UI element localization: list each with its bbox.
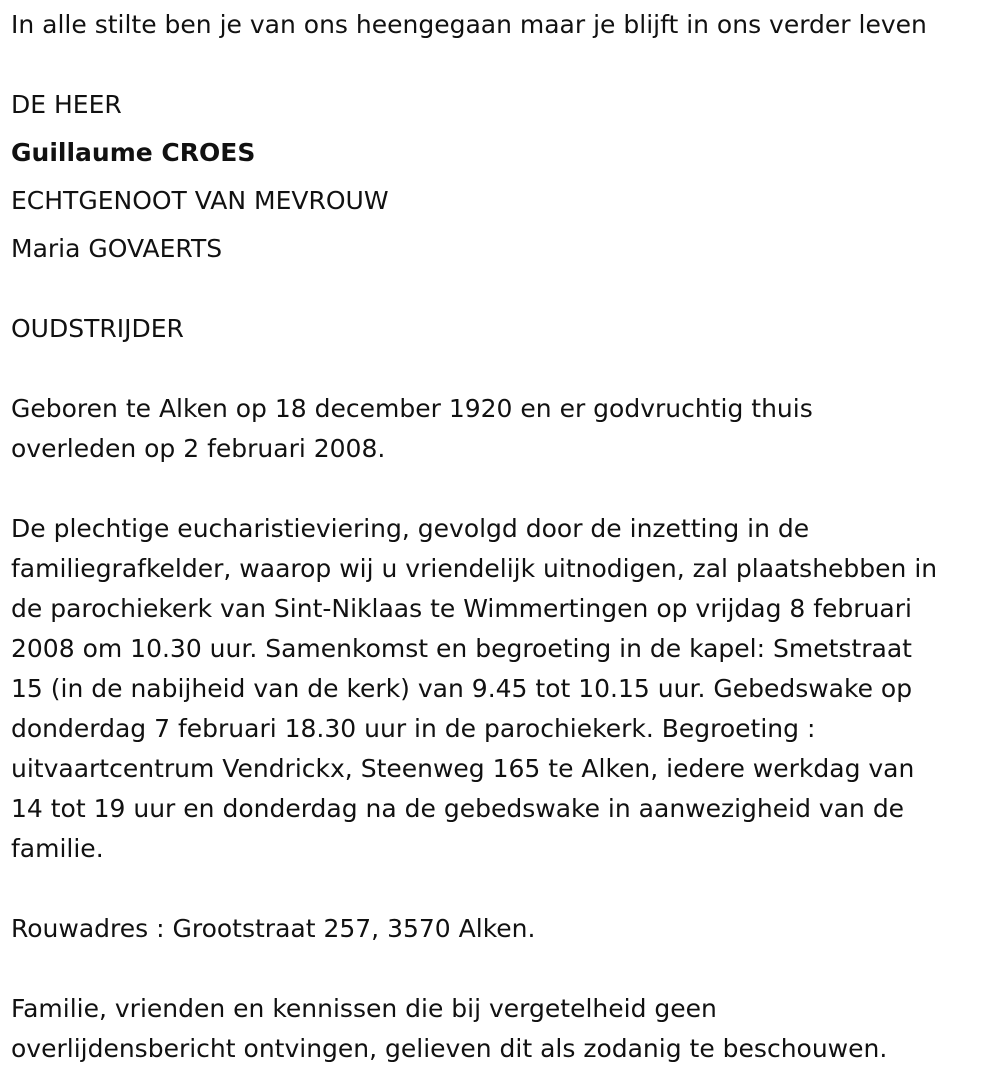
distinction-text: OUDSTRIJDER	[11, 314, 184, 343]
relation-label: ECHTGENOOT VAN MEVROUW	[11, 186, 389, 215]
birth-death-line: overleden op 2 februari 2008.	[11, 434, 386, 463]
ceremony-line: 2008 om 10.30 uur. Samenkomst en begroeting in de kapel: Smetstraat	[11, 634, 912, 663]
deceased-name: Guillaume CROES	[11, 138, 256, 167]
ceremony-line: 14 tot 19 uur en donderdag na de gebedswake in aanwezigheid van de	[11, 794, 905, 823]
ceremony-line: familie.	[11, 834, 104, 863]
title-prefix: DE HEER	[11, 90, 122, 119]
intro-text: In alle stilte ben je van ons heengegaan maar je blijft in ons verder leven	[11, 10, 927, 39]
ceremony-paragraph	[11, 509, 937, 869]
birth-death-paragraph	[11, 389, 813, 469]
ceremony-line: de parochiekerk van Sint-Niklaas te Wimmertingen op vrijdag 8 februari	[11, 594, 912, 623]
address-line: Rouwadres : Grootstraat 257, 3570 Alken.	[11, 914, 536, 943]
closing-line: overlijdensbericht ontvingen, gelieven dit als zodanig te beschouwen.	[11, 1034, 888, 1063]
ceremony-line: De plechtige eucharistieviering, gevolgd door de inzetting in de	[11, 514, 810, 543]
birth-death-line: Geboren te Alken op 18 december 1920 en er godvruchtig thuis	[11, 394, 813, 423]
closing-paragraph	[11, 989, 887, 1069]
spouse-name: Maria GOVAERTS	[11, 234, 223, 263]
ceremony-line: donderdag 7 februari 18.30 uur in de parochiekerk. Begroeting :	[11, 714, 816, 743]
ceremony-line: 15 (in de nabijheid van de kerk) van 9.45 tot 10.15 uur. Gebedswake op	[11, 674, 913, 703]
closing-line: Familie, vrienden en kennissen die bij vergetelheid geen	[11, 994, 717, 1023]
ceremony-line: uitvaartcentrum Vendrickx, Steenweg 165 te Alken, iedere werkdag van	[11, 754, 915, 783]
ceremony-line: familiegrafkelder, waarop wij u vriendelijk uitnodigen, zal plaatshebben in	[11, 554, 938, 583]
address-paragraph	[11, 909, 535, 949]
